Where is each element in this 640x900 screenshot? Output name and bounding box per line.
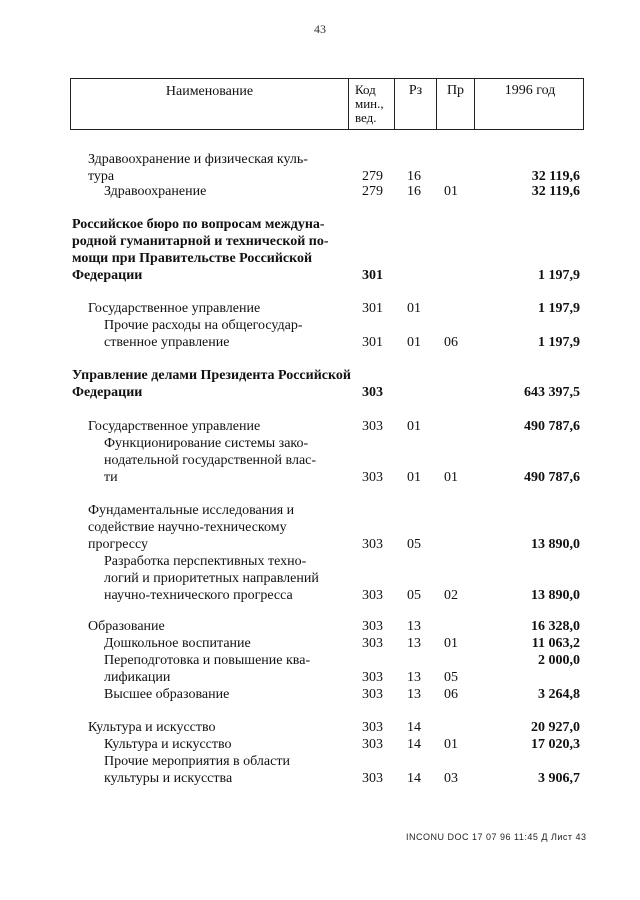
row-name [88,151,308,185]
row-name-line: нодательной государственной влас- [104,453,317,468]
row-name [88,719,216,736]
row-kod: 303 [362,588,383,603]
row-name-line: ственное управление [104,335,230,350]
row-name [104,635,251,652]
row-value: 16 328,0 [531,619,580,634]
row-value: 1 197,9 [538,268,580,283]
row-value: 17 020,3 [531,737,580,752]
row-rz: 14 [407,720,421,735]
row-value: 1 197,9 [538,301,580,316]
row-kod: 301 [362,335,383,350]
row-rz: 13 [407,636,421,651]
row-value: 3 264,8 [538,687,580,702]
table-row [0,719,640,736]
row-name-line: мощи при Правительстве Российской [72,251,313,266]
row-kod: 303 [362,670,383,685]
row-name [72,367,351,401]
row-pr: 01 [444,470,458,485]
row-name-line: прогрессу [88,537,149,552]
row-kod: 301 [362,301,383,316]
row-name-line: Образование [88,619,165,634]
table-row [0,553,640,604]
table-row [0,736,640,753]
row-value: 1 197,9 [538,335,580,350]
row-name-line: Государственное управление [88,419,261,434]
row-rz: 01 [407,335,421,350]
row-rz: 16 [407,169,421,184]
row-name-line: содействие научно-техническому [88,520,287,535]
table-row [0,635,640,652]
row-kod: 303 [362,619,383,634]
row-name-line: Фундаментальные исследования и [88,503,295,518]
table-row [0,183,640,200]
header-rz: Рз [395,79,437,129]
row-pr: 03 [444,771,458,786]
row-name-line: Здравоохранение [104,184,207,199]
row-rz: 16 [407,184,421,199]
row-name-line: лификации [104,670,171,685]
table-row [0,669,640,686]
row-name [72,216,329,284]
row-pr: 06 [444,335,458,350]
document-footer: INCONU DOC 17 07 96 11:45 Д Лист 43 [406,832,587,842]
row-name-line: Разработка перспективных техно- [104,554,307,569]
row-value: 2 000,0 [538,653,580,668]
row-name-line: Прочие мероприятия в области [104,754,290,769]
row-pr: 01 [444,636,458,651]
table-row [0,435,640,486]
row-name [104,686,229,703]
row-kod: 303 [362,537,383,552]
page-number: 43 [314,22,326,36]
header-kod [349,79,395,129]
table-row [0,753,640,787]
header-kod-line-1: Код [355,82,376,97]
row-kod: 303 [362,737,383,752]
table-row [0,652,640,669]
row-name [88,502,294,553]
table-row [0,418,640,435]
row-rz: 14 [407,771,421,786]
table-header [70,78,584,130]
row-name-line: Культура и искусство [104,737,232,752]
table-row [0,367,640,401]
row-name [104,753,290,787]
row-value: 32 119,6 [531,169,580,184]
row-name [104,183,206,200]
table-row [0,151,640,185]
table-row [0,502,640,553]
row-kod: 301 [362,268,383,283]
table-row [0,317,640,351]
row-value: 20 927,0 [531,720,580,735]
row-rz: 13 [407,687,421,702]
row-name-line: логий и приоритетных направлений [104,571,319,586]
row-name [104,669,170,686]
table-row [0,216,640,284]
row-name-line: Управление делами Президента Российской [72,368,351,383]
row-kod: 303 [362,385,383,400]
row-name [104,317,303,351]
row-kod: 303 [362,687,383,702]
row-rz: 05 [407,588,421,603]
row-name-line: Культура и искусство [88,720,216,735]
row-kod: 279 [362,184,383,199]
row-kod: 303 [362,419,383,434]
row-name-line: Федерации [72,268,143,283]
row-value: 13 890,0 [531,588,580,603]
row-rz: 01 [407,470,421,485]
row-name-line: Здравоохранение и физическая куль- [88,152,308,167]
row-name-line: Дошкольное воспитание [104,636,251,651]
row-rz: 05 [407,537,421,552]
row-name-line: Государственное управление [88,301,261,316]
row-value: 13 890,0 [531,537,580,552]
row-kod: 303 [362,636,383,651]
row-name-line: тура [88,169,115,184]
row-name [88,418,260,435]
header-kod-line-3: вед. [355,110,377,125]
header-pr: Пр [437,79,475,129]
row-value: 11 063,2 [531,636,580,651]
row-pr: 01 [444,737,458,752]
row-name [104,553,319,604]
row-name-line: Федерации [72,385,143,400]
row-rz: 14 [407,737,421,752]
row-rz: 13 [407,670,421,685]
row-rz: 01 [407,301,421,316]
row-name [104,435,316,486]
row-kod: 279 [362,169,383,184]
table-row [0,618,640,635]
row-value: 490 787,6 [524,470,580,485]
row-name-line: ти [104,470,118,485]
row-value: 3 906,7 [538,771,580,786]
row-name [88,618,165,635]
row-name-line: родной гуманитарной и технической по- [72,234,329,249]
row-kod: 303 [362,720,383,735]
row-name-line: культуры и искусства [104,771,233,786]
row-value: 32 119,6 [531,184,580,199]
row-name-line: Переподготовка и повышение ква- [104,653,311,668]
row-value: 643 397,5 [524,385,580,400]
row-kod: 303 [362,771,383,786]
header-name: Наименование [71,79,349,129]
row-pr: 01 [444,184,458,199]
header-kod-line-2: мин., [355,96,384,111]
row-name [104,652,310,669]
row-name-line: научно-технического прогресса [104,588,293,603]
row-pr: 02 [444,588,458,603]
row-name [104,736,232,753]
table-row [0,686,640,703]
row-name [88,300,260,317]
row-pr: 06 [444,687,458,702]
row-rz: 01 [407,419,421,434]
table-row [0,300,640,317]
row-name-line: Российское бюро по вопросам междуна- [72,217,325,232]
row-rz: 13 [407,619,421,634]
row-kod: 303 [362,470,383,485]
row-name-line: Прочие расходы на общегосудар- [104,318,303,333]
row-name-line: Функционирование системы зако- [104,436,309,451]
row-value: 490 787,6 [524,419,580,434]
header-year: 1996 год [504,83,556,98]
row-pr: 05 [444,670,458,685]
row-name-line: Высшее образование [104,687,230,702]
